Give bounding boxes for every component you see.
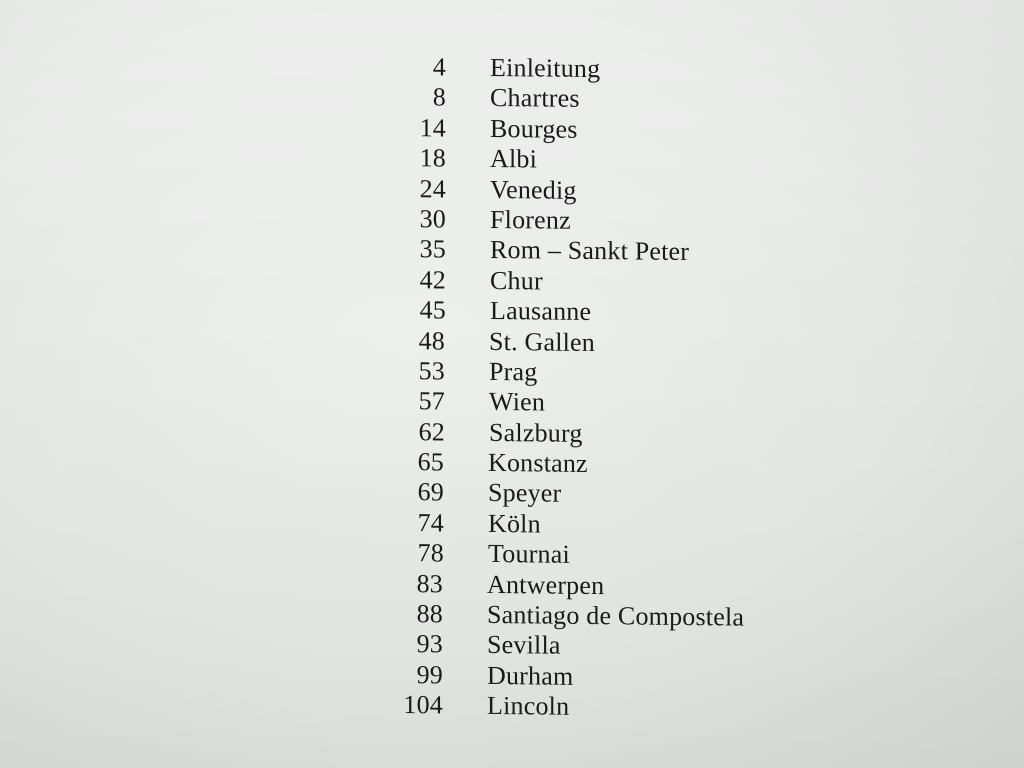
toc-page-number: 24: [419, 173, 446, 204]
toc-page-number: 78: [417, 538, 444, 568]
toc-page-number: 93: [416, 629, 443, 659]
toc-page-number: 104: [403, 690, 443, 720]
toc-page-number: 65: [417, 447, 444, 477]
toc-page-number: 69: [417, 477, 444, 507]
toc-title: Konstanz: [488, 447, 588, 479]
toc-title: Wien: [489, 387, 546, 417]
toc-page-number: 4: [432, 52, 446, 82]
toc-title: Chur: [490, 265, 543, 296]
toc-title: Köln: [488, 508, 541, 539]
toc-page-number: 62: [418, 416, 445, 447]
toc-title: Salzburg: [489, 417, 583, 448]
toc-title: Speyer: [488, 478, 562, 509]
toc-page-number: 48: [418, 325, 445, 355]
toc-page-number: 88: [416, 599, 443, 629]
toc-title: Santiago de Compostela: [487, 599, 745, 632]
toc-title: Florenz: [490, 204, 571, 235]
toc-page-number: 57: [418, 386, 445, 416]
toc-page-number: 8: [432, 82, 446, 112]
toc-page-number: 42: [419, 264, 446, 295]
toc-title: Einleitung: [490, 52, 601, 84]
toc-page-number: 18: [419, 143, 446, 173]
toc-title: Bourges: [490, 113, 578, 144]
toc-page-number: 99: [416, 659, 443, 690]
toc-title: Chartres: [490, 83, 580, 114]
toc-title: Antwerpen: [487, 569, 605, 600]
toc-title: Durham: [487, 660, 574, 691]
toc-page-number: 14: [419, 112, 446, 143]
toc-page-number: 30: [419, 204, 446, 234]
toc-title: Venedig: [490, 174, 577, 205]
toc-page-number: 45: [419, 295, 446, 325]
toc-title: Lincoln: [487, 691, 570, 721]
toc-title: Lausanne: [490, 296, 592, 327]
toc-page-number: 53: [418, 356, 445, 386]
toc-title: St. Gallen: [489, 326, 595, 357]
toc-title: Albi: [490, 144, 538, 174]
toc-title: Rom – Sankt Peter: [490, 235, 690, 267]
table-of-contents: [0, 48, 1024, 727]
toc-title: Tournai: [488, 539, 570, 570]
toc-title: Sevilla: [487, 630, 561, 661]
toc-page-number: 35: [419, 234, 446, 264]
toc-page-number: 74: [417, 508, 444, 538]
toc-page-number: 83: [416, 568, 443, 599]
toc-title: Prag: [489, 356, 538, 387]
